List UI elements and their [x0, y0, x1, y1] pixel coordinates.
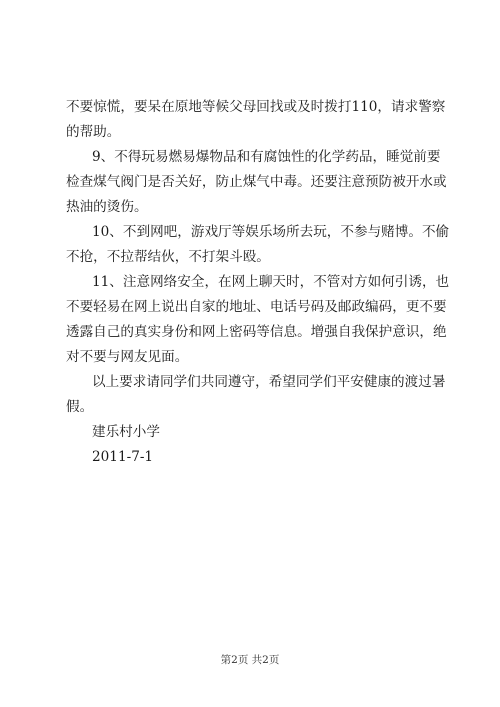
document-body	[66, 95, 450, 470]
page-number-footer: 第2页 共2页	[220, 654, 280, 666]
body-line: 不要惊慌，要呆在原地等候父母回找或及时拨打110，请求警察	[66, 99, 446, 115]
body-line: 11、注意网络安全，在网上聊天时，不管对方如何引诱，也	[92, 274, 450, 290]
body-line: 不抢，不拉帮结伙，不打架斗殴。	[66, 249, 270, 265]
body-line: 热油的烫伤。	[66, 199, 148, 215]
body-line: 10、不到网吧，游戏厅等娱乐场所去玩，不参与赌博。不偷	[92, 224, 450, 240]
body-line: 的帮助。	[66, 124, 121, 140]
body-line: 9、不得玩易燃易爆物品和有腐蚀性的化学药品，睡觉前要	[92, 149, 441, 165]
signature-date: 2011-7-1	[92, 449, 154, 465]
signature-school: 建乐村小学	[92, 424, 160, 440]
body-line: 不要轻易在网上说出自家的地址、电话号码及邮政编码，更不要	[66, 299, 447, 315]
body-line: 检查煤气阀门是否关好，防止煤气中毒。还要注意预防被开水或	[66, 174, 447, 190]
body-line: 对不要与网友见面。	[66, 349, 189, 365]
body-line: 透露自己的真实身份和网上密码等信息。增强自我保护意识，绝	[66, 324, 447, 340]
body-line: 假。	[66, 399, 94, 415]
body-line: 以上要求请同学们共同遵守，希望同学们平安健康的渡过暑	[92, 374, 446, 390]
